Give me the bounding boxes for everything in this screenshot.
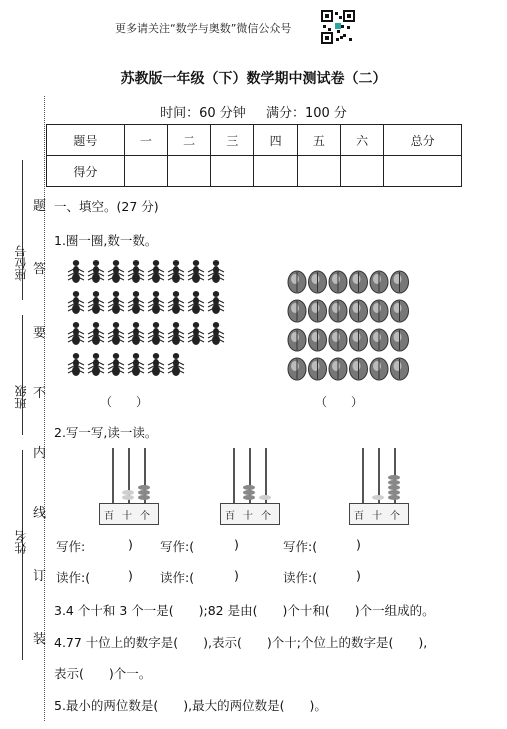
ant-icon [88, 322, 104, 345]
binding-char: 不 [33, 386, 47, 401]
ant-icon [128, 353, 144, 376]
score-input-cell[interactable] [168, 156, 211, 187]
read-label: 读作:( [283, 570, 318, 585]
read-paren-close: ) [128, 568, 133, 583]
ant-icon [148, 353, 164, 376]
beetle-icon [370, 358, 388, 380]
ant-icon [188, 291, 204, 314]
read-label: 读作:( [160, 570, 195, 585]
read-label: 读作:( [56, 570, 91, 585]
abacus-rod [112, 448, 114, 503]
sidebar-rule [22, 450, 23, 660]
beetle-icon [309, 358, 327, 380]
ant-icon [208, 260, 224, 283]
score-input-cell[interactable] [297, 156, 340, 187]
beetle-icon [370, 271, 388, 293]
question-1: 1.圈一圈,数一数。 [54, 233, 158, 248]
score-input-cell[interactable] [254, 156, 297, 187]
beetle-icon [370, 300, 388, 322]
ant-icon [108, 322, 124, 345]
abacus-bead [138, 495, 150, 500]
beetle-icon [329, 300, 347, 322]
beetle-icon [309, 329, 327, 351]
ant-icon [168, 260, 184, 283]
score-cell: 六 [340, 125, 383, 156]
binding-char: 线 [33, 506, 47, 521]
ant-icon [108, 260, 124, 283]
write-label: 写作:( [160, 539, 195, 554]
ant-icon [128, 291, 144, 314]
beetle-icon [391, 300, 409, 322]
ant-icon [88, 291, 104, 314]
ant-icon [108, 291, 124, 314]
binding-char: 答 [33, 262, 47, 277]
score-cell: 二 [168, 125, 211, 156]
ant-icon [88, 353, 104, 376]
score-cell: 题号 [47, 125, 125, 156]
abacus-bead [243, 495, 255, 500]
beetle-icon [288, 329, 306, 351]
abacus-label: 百 [354, 511, 364, 522]
binding-char: 内 [33, 446, 47, 461]
beetle-icon [350, 329, 368, 351]
ant-icon [148, 260, 164, 283]
question-5: 5.最小的两位数是( ),最大的两位数是( )。 [54, 698, 327, 713]
beetle-icon [391, 358, 409, 380]
abacus-label: 十 [122, 511, 132, 522]
abacus-base [349, 503, 409, 525]
score-cell: 总分 [384, 125, 462, 156]
score-table [46, 124, 462, 187]
binding-char: 题 [33, 199, 47, 214]
qr-code-icon [321, 10, 355, 44]
beetle-icon [288, 358, 306, 380]
score-input-cell[interactable] [211, 156, 254, 187]
beetle-icon [329, 358, 347, 380]
write-label: 写作: [56, 539, 86, 554]
score-cell: 三 [211, 125, 254, 156]
ant-icon [168, 353, 184, 376]
write-label: 写作:( [283, 539, 318, 554]
ant-icon [88, 260, 104, 283]
score-input-cell[interactable] [340, 156, 383, 187]
beetle-icon [391, 329, 409, 351]
beetle-icon [329, 271, 347, 293]
answer-paren[interactable]: （ ） [315, 395, 364, 409]
question-3: 3.4 个十和 3 个一是( );82 是由( )个十和( )个一组成的。 [54, 603, 435, 618]
abacus-rod [233, 448, 235, 503]
ants-picture [66, 258, 238, 386]
abacus-label: 个 [390, 511, 400, 522]
question-4: 4.77 十位上的数字是( ),表示( )个十;个位上的数字是( ), [54, 635, 428, 650]
beetle-icon [350, 271, 368, 293]
beetle-icon [350, 358, 368, 380]
beetle-icon [329, 329, 347, 351]
sidebar-rule [22, 315, 23, 435]
score-cell: 一 [124, 125, 167, 156]
score-input-cell[interactable] [124, 156, 167, 187]
ant-icon [188, 322, 204, 345]
beetle-icon [288, 271, 306, 293]
read-paren-close: ) [234, 568, 239, 583]
score-table-score-row [47, 156, 462, 187]
abacus-base [220, 503, 280, 525]
ant-icon [128, 322, 144, 345]
score-cell: 得分 [47, 156, 125, 187]
ant-icon [168, 322, 184, 345]
write-paren-close: ) [234, 537, 239, 552]
exam-meta [0, 102, 507, 121]
beetle-icon [350, 300, 368, 322]
binding-char: 装 [33, 632, 47, 647]
abacus-label: 个 [140, 511, 150, 522]
ant-icon [148, 322, 164, 345]
score-cell: 四 [254, 125, 297, 156]
ant-icon [108, 353, 124, 376]
abacus-label: 个 [261, 511, 271, 522]
write-paren-close: ) [356, 537, 361, 552]
abacus-label: 百 [225, 511, 235, 522]
exam-time: 时间：60 分钟 [160, 106, 246, 121]
abacus-label: 十 [372, 511, 382, 522]
ant-icon [68, 260, 84, 283]
abacus-bead [122, 495, 134, 500]
question-4-continued: 表示( )个一。 [54, 666, 152, 681]
beetle-icon [309, 300, 327, 322]
exam-full-score: 满分：100 分 [265, 106, 347, 121]
abacus-rod [362, 448, 364, 503]
beetle-icon [309, 271, 327, 293]
beetles-picture [287, 268, 411, 388]
ant-icon [68, 353, 84, 376]
abacus-bead [388, 495, 400, 500]
exam-title: 苏教版一年级（下）数学期中测试卷（二） [120, 71, 387, 87]
header-note: 更多请关注“数学与奥数”微信公众号 [115, 22, 292, 35]
question-2: 2.写一写,读一读。 [54, 425, 158, 440]
ant-icon [68, 291, 84, 314]
beetle-icon [288, 300, 306, 322]
ant-icon [208, 291, 224, 314]
score-table-header-row [47, 125, 462, 156]
ant-icon [188, 260, 204, 283]
abacus-label: 十 [243, 511, 253, 522]
ant-icon [148, 291, 164, 314]
score-cell: 五 [297, 125, 340, 156]
section-title: 一、填空。(27 分) [54, 199, 159, 214]
write-paren-close: ) [128, 537, 133, 552]
binding-char: 要 [33, 326, 47, 341]
beetle-icon [370, 329, 388, 351]
ant-icon [168, 291, 184, 314]
abacus-bead [372, 495, 384, 500]
answer-paren[interactable]: （ ） [100, 395, 149, 409]
beetle-icon [391, 271, 409, 293]
abacus-label: 百 [104, 511, 114, 522]
name-label: 姓名 [14, 530, 28, 554]
seat-number-label: 座位号 [14, 245, 28, 281]
binding-char: 订 [33, 569, 47, 584]
score-input-cell[interactable] [384, 156, 462, 187]
ant-icon [128, 260, 144, 283]
ant-icon [208, 322, 224, 345]
read-paren-close: ) [356, 568, 361, 583]
class-label: 班级 [14, 385, 28, 409]
ant-icon [68, 322, 84, 345]
abacus-base [99, 503, 159, 525]
abacus-bead [259, 495, 271, 500]
